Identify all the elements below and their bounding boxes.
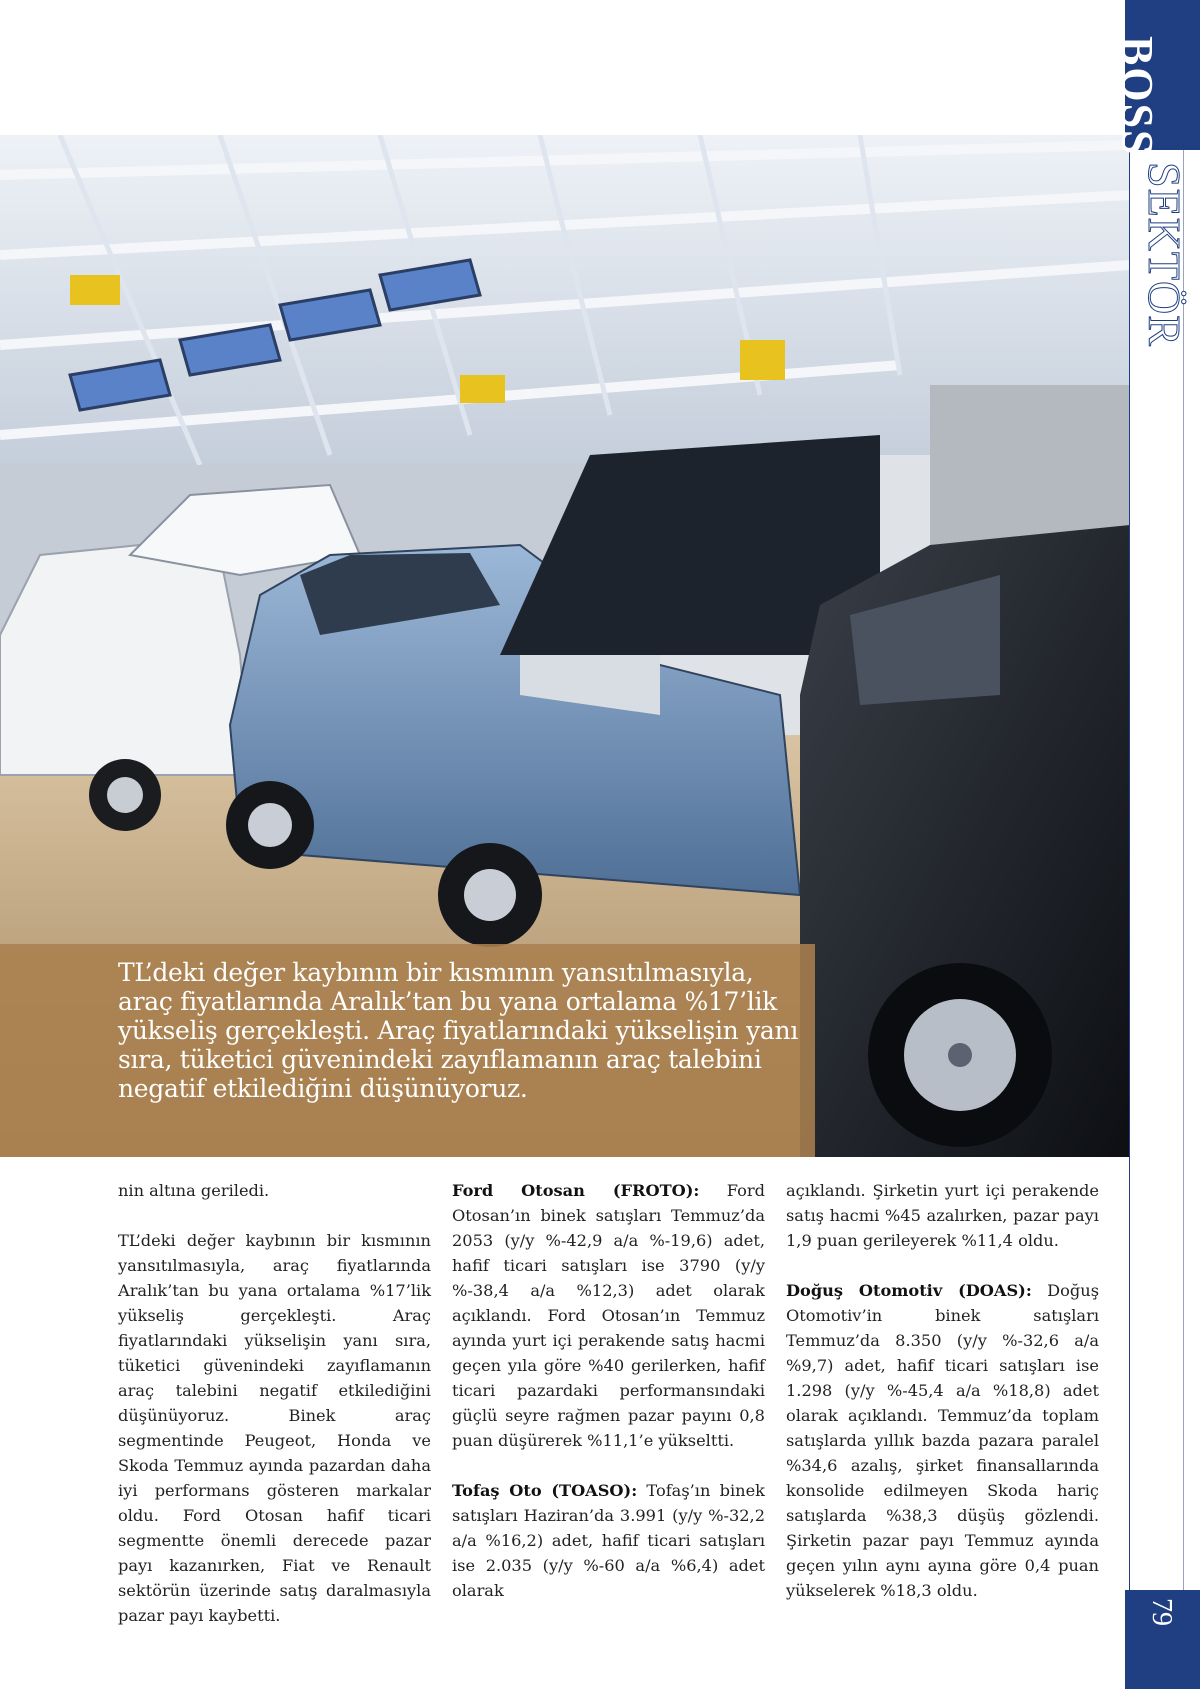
side-tab: [1113, 0, 1200, 1689]
toaso-heading: Tofaş Oto (TOASO):: [452, 1481, 638, 1500]
paragraph: nin altına geriledi.: [118, 1181, 270, 1200]
page-number: 79: [1146, 1598, 1177, 1626]
paragraph: TL’deki değer kaybının bir kısmının yansıtılmasıyla, araç fiyatlarında Aralık’tan bu yana ortalama %17’lik yükseliş gerçekleşti. Araç fiyatlarındaki yükselişin yanı sıra, tüketici güvenindeki zayıflamanın araç talebini negatif etkilediğini düşünüyoruz. Binek araç segmentinde Peugeot, Honda ve Skoda Temmuz ayında pazardan daha iyi performans gösteren markalar oldu. Ford Otosan hafif ticari segmentte önemli derecede pazar payı kazanırken, Fiat ve Renault sektörün üzerinde satış daralmasıyla pazar payı kaybetti.: [118, 1231, 431, 1625]
pull-quote: TL’deki değer kaybının bir kısmının yansıtılmasıyla, araç fiyatlarında Aralık’tan bu yana ortalama %17’lik yükseliş gerçekleşti. Araç fiyatlarındaki yükselişin yanı sıra, tüketici güvenindeki zayıflamanın araç talebini negatif etkilediğini düşünüyoruz.: [118, 958, 799, 1103]
toaso-text: Tofaş’ın binek satışları Haziran’da 3.991 (y/y %-32,2 a/a %16,2) adet, hafif ticari satışları ise 2.035 (y/y %-60 a/a %6,4) adet olarak: [452, 1481, 765, 1600]
side-rule: [1129, 140, 1130, 1620]
brand-title: BOSS: [1113, 36, 1162, 157]
section-title: SEKTÖR: [1139, 162, 1190, 347]
froto-heading: Ford Otosan (FROTO):: [452, 1181, 700, 1200]
doas-text: Doğuş Otomotiv’in binek satışları Temmuz’da 8.350 (y/y %-32,6 a/a %9,7) adet, hafif ticari satışları ise 1.298 (y/y %-45,4 a/a %18,8) adet olarak açıklandı. Temmuz’da toplam satışlarda yıllık bazda pazara paralel %34,6 azalış, şirket finansallarında konsolide edilmeyen Skoda hariç satışlarda %38,3 düşüş gözlendi. Şirketin pazar payı Temmuz ayında geçen yılın aynı ayına göre 0,4 puan yükselerek %18,3 oldu.: [786, 1281, 1099, 1600]
doas-heading: Doğuş Otomotiv (DOAS):: [786, 1281, 1032, 1300]
doas-paragraph: [786, 1278, 1099, 1603]
paragraph: açıklandı. Şirketin yurt içi perakende satış hacmi %45 azalırken, pazar payı 1,9 puan gerileyerek %11,4 oldu.: [786, 1181, 1099, 1250]
text-column-1: [118, 1178, 431, 1653]
text-column-3: [786, 1178, 1099, 1628]
froto-paragraph: [452, 1178, 765, 1453]
froto-text: Ford Otosan’ın binek satışları Temmuz’da 2053 (y/y %-42,9 a/a %-19,6) adet, hafif ticari satışları ise 3790 (y/y %-38,4 a/a %12,3) adet olarak açıklandı. Ford Otosan’ın Temmuz ayında yurt içi perakende satış hacmi geçen yıla göre %40 gerilerken, hafif ticari pazardaki performansındaki güçlü seyre rağmen pazar payını 0,8 puan düşürerek %11,1’e yükseltti.: [452, 1181, 765, 1450]
side-rule-right: [1183, 150, 1184, 1620]
text-column-2: [452, 1178, 765, 1628]
toaso-paragraph: [452, 1478, 765, 1603]
